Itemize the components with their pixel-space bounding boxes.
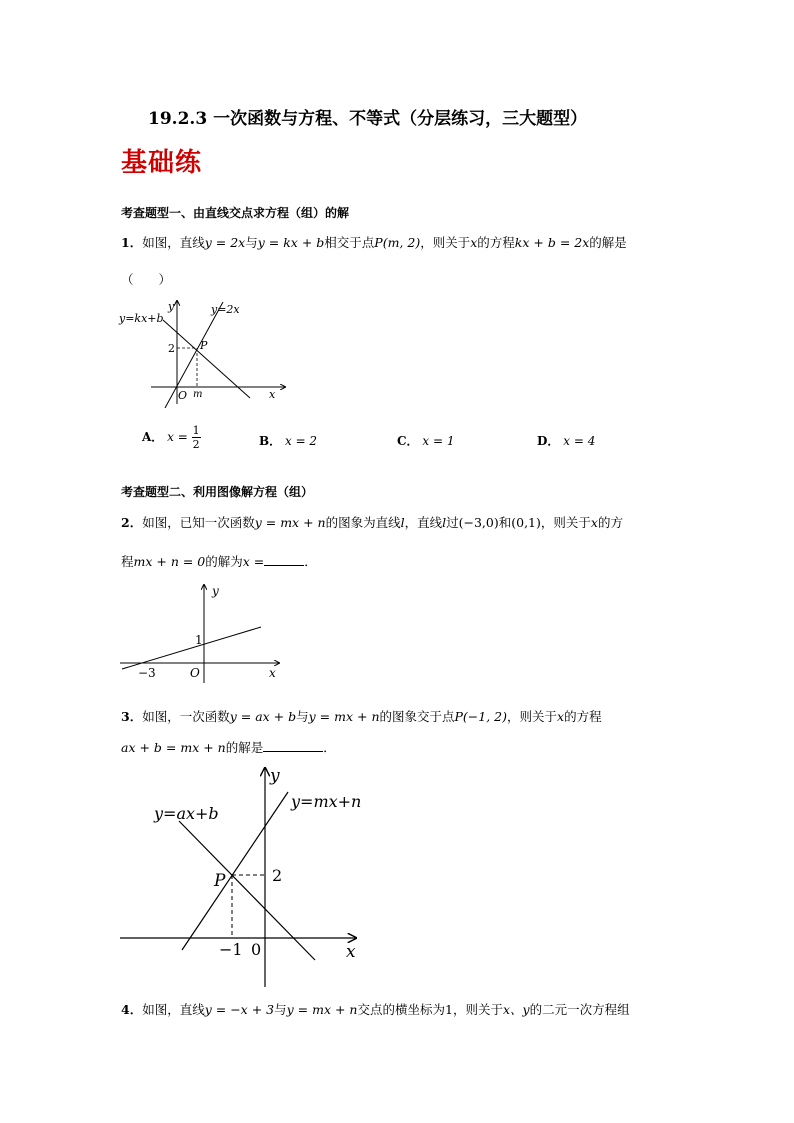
variable: x	[590, 515, 598, 530]
text: 的解是	[225, 740, 264, 755]
line-label: y=2x	[211, 303, 240, 316]
option-letter: C．	[397, 434, 419, 448]
text: 相交于点	[324, 235, 375, 250]
text: 的方程	[477, 235, 515, 250]
section-heading-1: 考查题型一、由直线交点求方程（组）的解	[121, 206, 350, 220]
answer-blank[interactable]	[263, 751, 323, 752]
answer-paren: （ ）	[121, 272, 172, 287]
option-text: x = 4	[563, 434, 596, 448]
text: 的方程	[564, 709, 602, 724]
question-3-line-2	[121, 738, 336, 756]
tick-label: m	[193, 389, 203, 400]
numerator: 1	[192, 424, 200, 437]
text: 如图，已知一次函数	[142, 515, 255, 530]
text: ，则关于	[507, 709, 558, 724]
equation: y = mx + n	[308, 709, 380, 724]
equation: y = mx + n	[286, 1002, 358, 1017]
text: ，则关于	[452, 1002, 503, 1017]
figure-2	[116, 581, 288, 683]
option-text: x =	[167, 430, 192, 444]
origin-label: O	[190, 666, 200, 680]
equation: kx + b = 2x	[514, 235, 590, 250]
origin-label: 0	[251, 940, 262, 959]
question-1-line-1	[121, 233, 627, 251]
axis-label: y	[270, 766, 280, 786]
tick-label: 2	[272, 866, 283, 885]
option-letter: D．	[537, 434, 560, 448]
equation: y = ax + b	[229, 709, 297, 724]
text: 的解为	[205, 554, 243, 569]
value: 1	[445, 1002, 453, 1017]
text: 交点的横坐标为	[357, 1002, 445, 1017]
point: P(−1, 2)	[454, 709, 508, 724]
point: (0,1)	[511, 515, 541, 530]
text: 与	[245, 235, 258, 250]
question-4-line-1	[121, 1000, 630, 1018]
text: 的图象交于点	[379, 709, 455, 724]
option-c[interactable]	[397, 432, 454, 449]
axis-label: x	[269, 388, 276, 401]
option-text: x = 1	[422, 434, 455, 448]
origin-label: O	[178, 389, 188, 402]
figure-1	[115, 296, 295, 408]
variable: l	[442, 515, 447, 530]
equation: y = mx + n	[254, 515, 326, 530]
text: 与	[296, 709, 309, 724]
variables: x、y	[502, 1002, 530, 1017]
question-number: 3．	[121, 709, 143, 724]
axis-label: y	[212, 584, 219, 598]
question-number: 4．	[121, 1002, 143, 1017]
equation: mx + n = 0	[133, 554, 206, 569]
text: 和	[498, 515, 512, 530]
line-label: y=mx+n	[291, 792, 362, 811]
question-3-line-1	[121, 707, 602, 725]
axis-label: x	[346, 942, 356, 962]
point-label: P	[200, 339, 208, 352]
point: P(m, 2)	[374, 235, 421, 250]
equation: y = kx + b	[257, 235, 325, 250]
text: ，则关于	[540, 515, 591, 530]
fraction	[192, 424, 201, 451]
page-title: 19.2.3 一次函数与方程、不等式（分层练习，三大题型）	[148, 109, 588, 129]
equation: y = −x + 3	[204, 1002, 275, 1017]
question-number: 1．	[121, 235, 143, 250]
text: 与	[274, 1002, 287, 1017]
tick-label: −1	[219, 940, 243, 959]
question-2-line-2	[121, 552, 317, 570]
variable: x	[557, 709, 565, 724]
line-label: y=kx+b	[119, 312, 164, 325]
equation: y = 2x	[204, 235, 246, 250]
option-b[interactable]	[259, 432, 317, 449]
section-heading-2: 考查题型二、利用图像解方程（组）	[121, 485, 314, 499]
text: 的解是	[589, 235, 627, 250]
equation: x =	[242, 554, 265, 569]
point-label: P	[214, 871, 226, 891]
option-letter: A．	[142, 430, 164, 444]
axis-label: x	[269, 666, 276, 680]
text: 过	[446, 515, 459, 530]
point: (−3,0)	[458, 515, 499, 530]
line-y-ax-b	[179, 821, 315, 960]
question-number: 2．	[121, 515, 143, 530]
tick-label: 2	[168, 342, 175, 355]
answer-blank[interactable]	[264, 565, 304, 566]
variable: x	[470, 235, 478, 250]
axis-label: y	[168, 300, 175, 313]
question-2-line-1	[121, 513, 623, 531]
section-banner: 基础练	[121, 148, 203, 178]
text: 的二元一次方程组	[529, 1002, 630, 1017]
variable: l	[400, 515, 405, 530]
text: 如图，一次函数	[142, 709, 230, 724]
text: 的方	[597, 515, 623, 530]
text: 如图，直线	[142, 1002, 205, 1017]
option-a[interactable]	[142, 424, 201, 451]
text: 如图，直线	[142, 235, 205, 250]
equation: ax + b = mx + n	[121, 740, 226, 755]
text: ．	[323, 740, 336, 755]
line-label: y=ax+b	[154, 804, 219, 823]
text: ．	[304, 554, 317, 569]
text: ，则关于	[420, 235, 471, 250]
option-d[interactable]	[537, 432, 595, 449]
tick-label: −3	[138, 666, 156, 680]
figure-3	[116, 762, 364, 990]
text: 程	[121, 554, 134, 569]
option-letter: B．	[259, 434, 282, 448]
tick-label: 1	[195, 633, 203, 647]
denominator: 2	[192, 438, 200, 451]
text: ，直线	[404, 515, 443, 530]
text: 的图象为直线	[325, 515, 401, 530]
option-text: x = 2	[284, 434, 318, 448]
